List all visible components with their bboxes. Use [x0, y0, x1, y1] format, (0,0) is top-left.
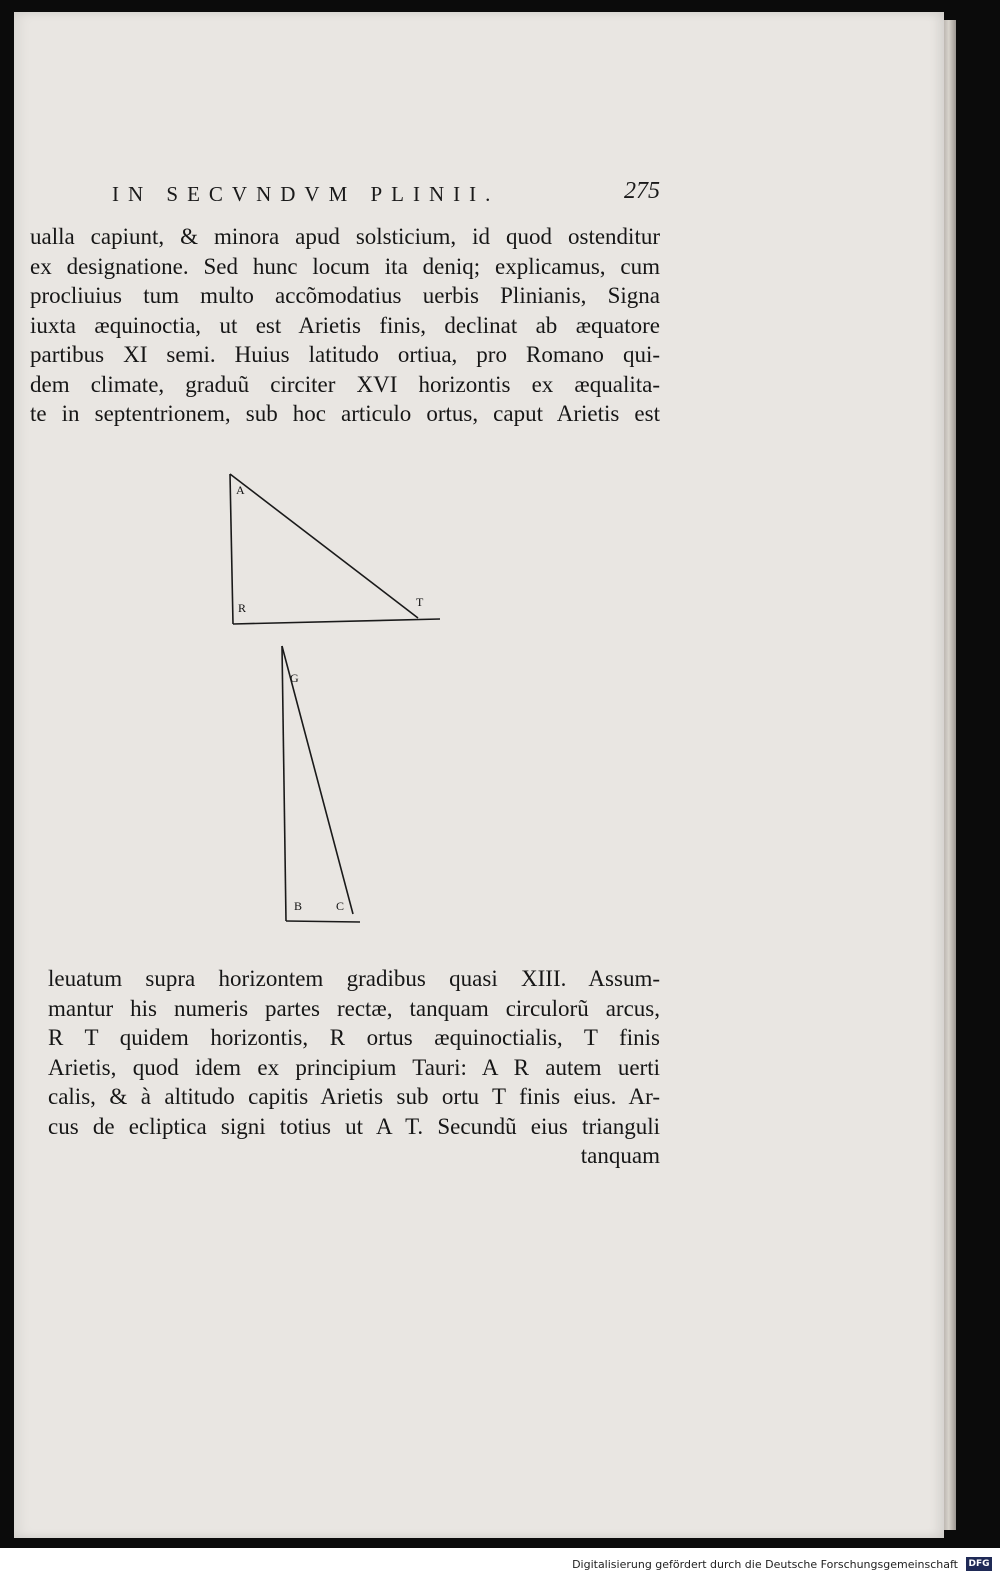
funding-credit: Digitalisierung gefördert durch die Deutsche Forschungsgemeinschaft: [572, 1558, 958, 1571]
vertical-side-1: [230, 474, 233, 624]
label-c: C: [336, 899, 345, 913]
text-line: partibus XI semi. Huius latitudo ortiua, pro Romano qui-: [30, 342, 660, 367]
catchword: tanquam: [580, 1143, 660, 1168]
footer-bar: [0, 1548, 1000, 1581]
triangle-figure: [220, 466, 460, 936]
label-g: G: [290, 671, 299, 685]
label-a: A: [236, 483, 245, 497]
body-text-top: [30, 222, 660, 429]
text-line: ualla capiunt, & minora apud solsticium, id quod ostenditur: [30, 224, 660, 249]
horizontal-side-1: [233, 619, 440, 624]
label-b: B: [294, 899, 303, 913]
running-head: [112, 178, 660, 208]
text-line: iuxta æquinoctia, ut est Arietis finis, declinat ab æquatore: [30, 312, 660, 338]
hypotenuse-2: [282, 646, 353, 914]
label-r: R: [238, 601, 247, 615]
text-line: Arietis, quod idem ex principium Tauri: A R autem uerti: [48, 1054, 660, 1080]
text-line: leuatum supra horizontem gradibus quasi XIII. Assum-: [48, 966, 660, 991]
horizontal-side-2: [286, 921, 360, 922]
hypotenuse-1: [230, 474, 418, 618]
text-line: calis, & à altitudo capitis Arietis sub ortu T finis eius. Ar-: [48, 1084, 660, 1109]
body-text-bottom: [48, 964, 660, 1171]
page-number: 275: [624, 178, 660, 204]
text-line: R T quidem horizontis, R ortus æquinoctialis, T finis: [48, 1025, 660, 1050]
triangle-art: [230, 474, 440, 922]
text-line: mantur his numeris partes rectæ, tanquam circulorũ arcus,: [48, 995, 660, 1021]
dfg-logo: DFG: [966, 1557, 992, 1571]
text-line: cus de ecliptica signi totius ut A T. Secundũ eius trianguli: [48, 1113, 660, 1139]
triangle-diagram: [220, 466, 460, 936]
vertical-side-2: [282, 646, 286, 921]
text-line: ex designatione. Sed hunc locum ita deniq; explicamus, cum: [30, 253, 660, 279]
text-line: procliuius tum multo accõmodatius uerbis Plinianis, Signa: [30, 283, 660, 308]
page-edge: [944, 20, 956, 1530]
text-line: dem climate, graduũ circiter XVI horizontis ex æqualita-: [30, 371, 660, 397]
text-line: te in septentrionem, sub hoc articulo ortus, caput Arietis est: [30, 401, 660, 426]
label-t: T: [416, 595, 424, 609]
running-title: IN SECVNDVM PLINII.: [112, 182, 500, 206]
